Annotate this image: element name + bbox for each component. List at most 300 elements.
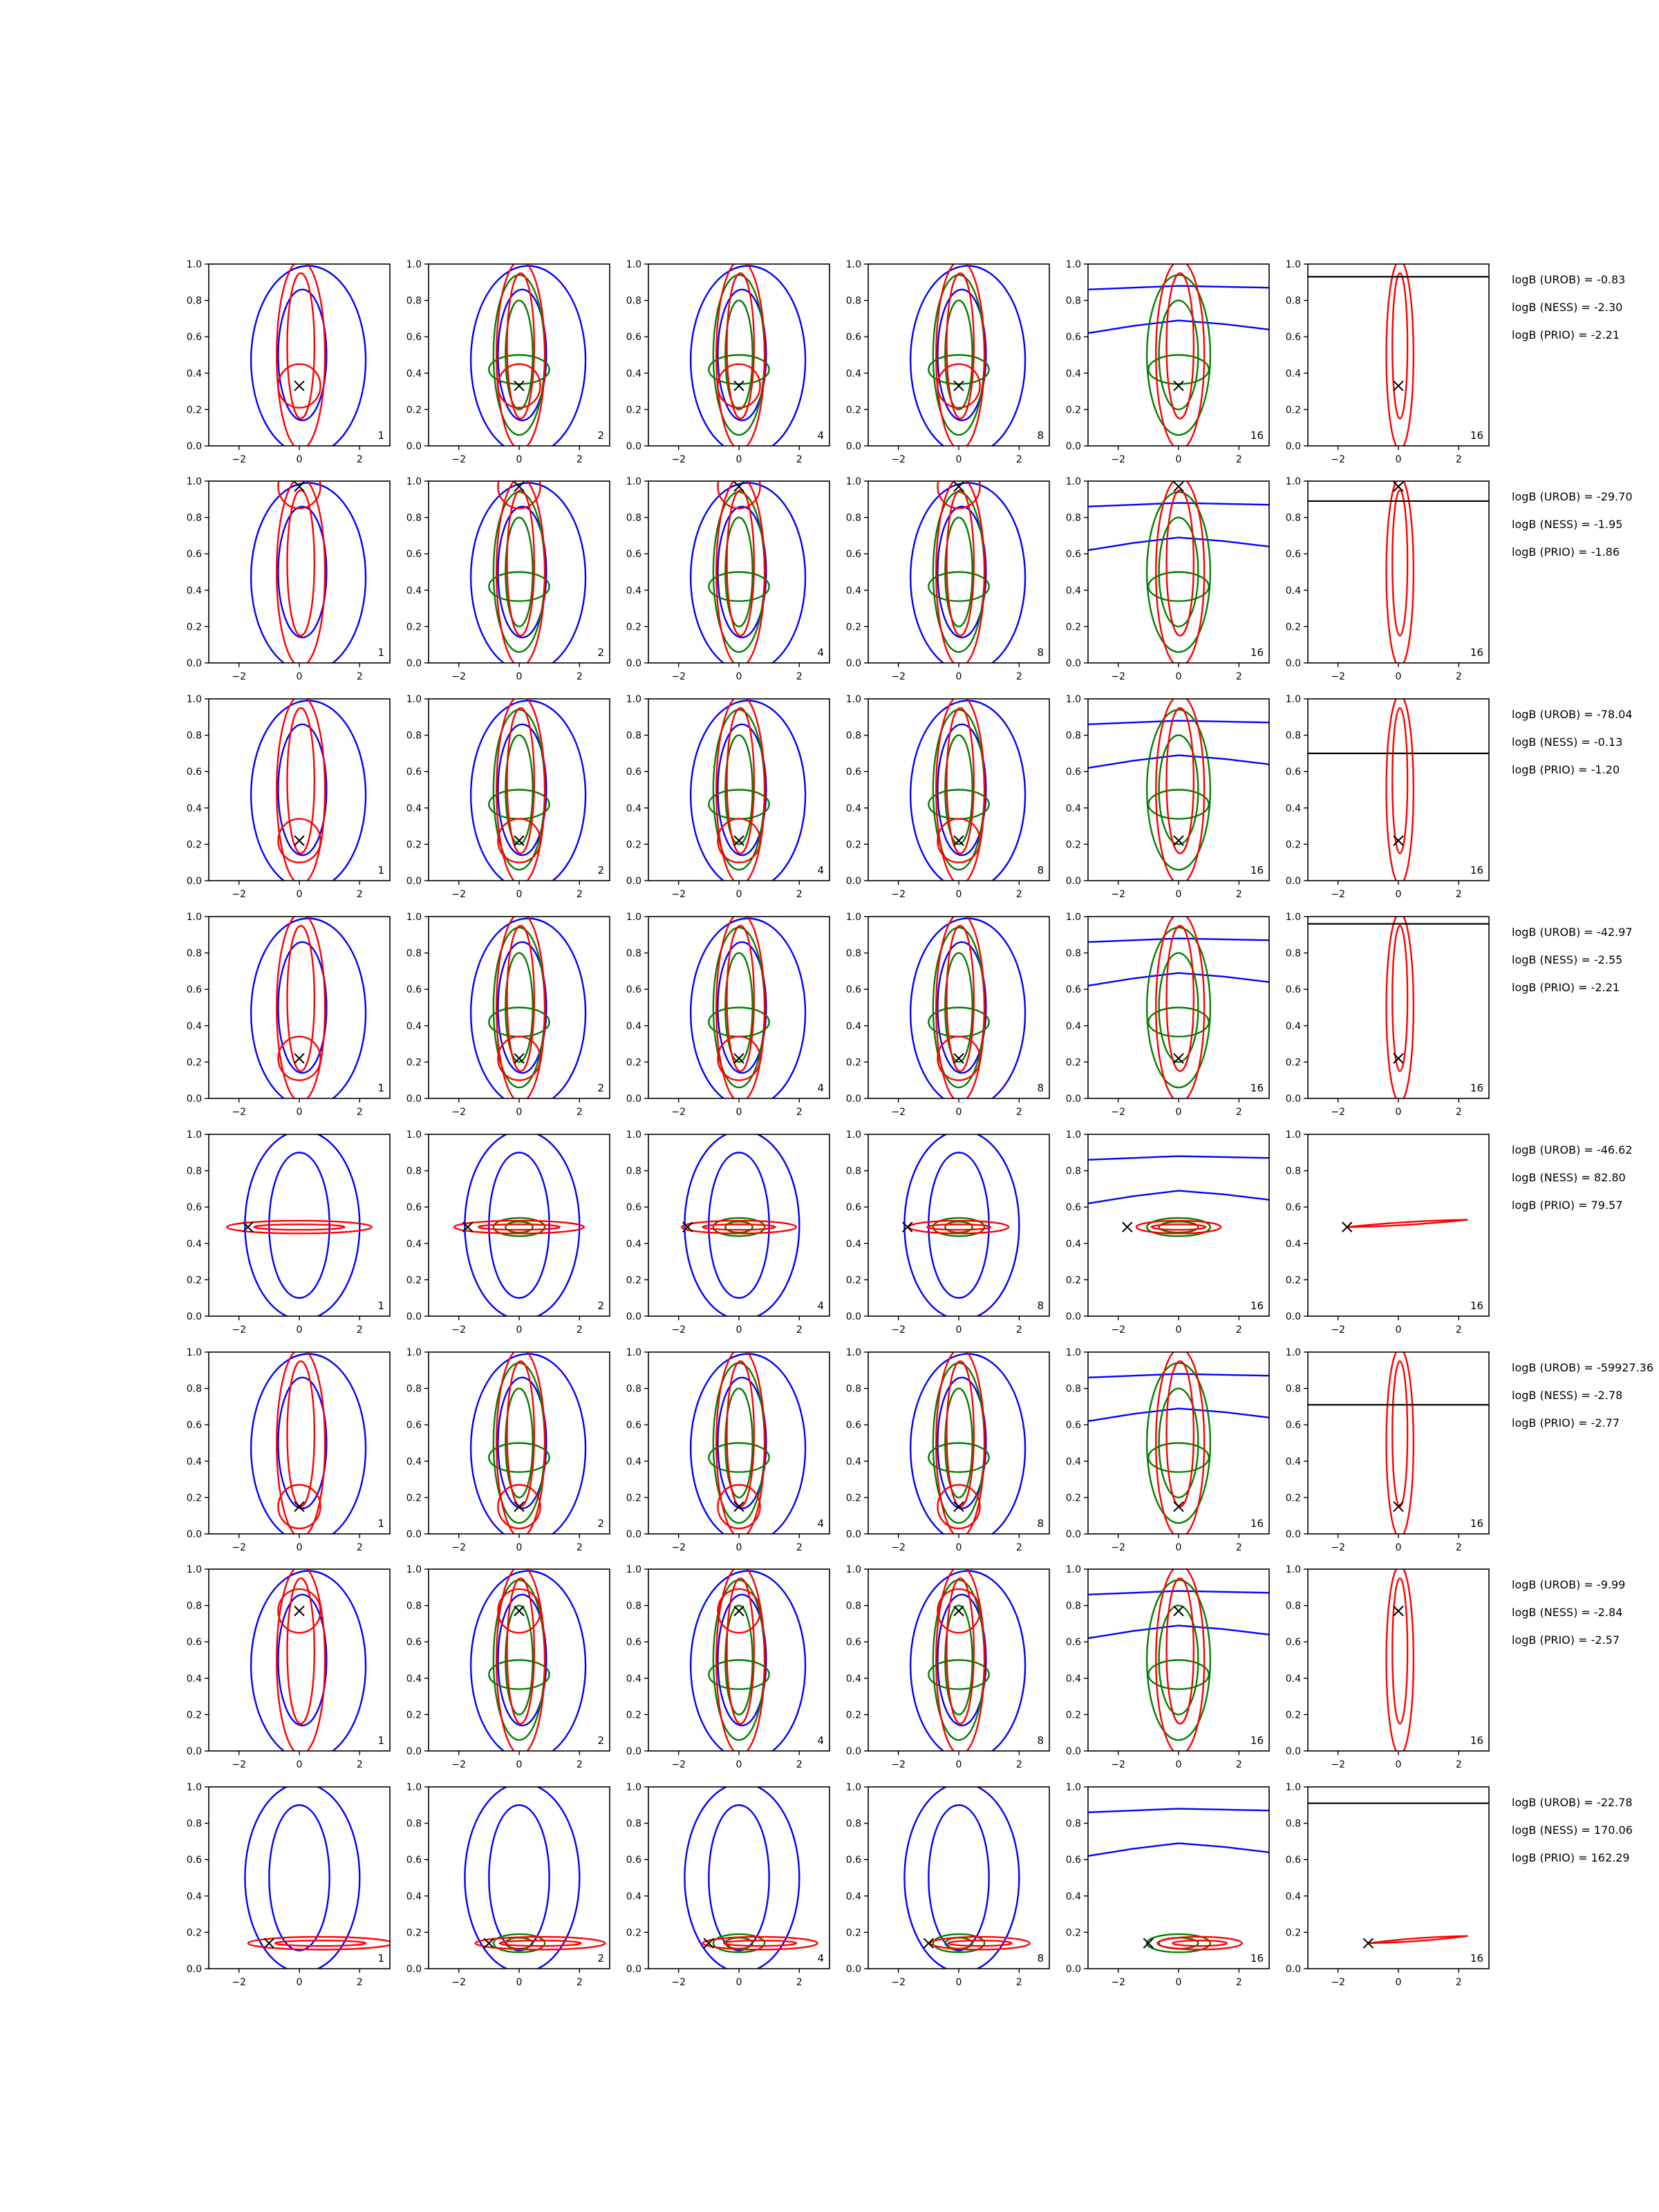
y-tick-label: 0.8 — [1065, 1818, 1081, 1830]
x-tick-label: 0 — [516, 1542, 523, 1553]
logb-annotation: logB (UROB) = -59927.36 — [1512, 1361, 1654, 1374]
y-tick-label: 0.0 — [845, 658, 861, 669]
y-tick-label: 0.8 — [845, 948, 861, 959]
y-tick-label: 0.4 — [1285, 1238, 1301, 1250]
y-tick-label: 0.6 — [186, 1637, 202, 1649]
blue-contour-inner — [278, 507, 326, 637]
red-contour-inner — [1167, 1578, 1194, 1723]
blue-contour-outer — [471, 483, 585, 673]
x-tick-label: −2 — [671, 1324, 686, 1335]
y-tick-label: 1.0 — [1285, 694, 1301, 705]
plot-area — [1347, 1220, 1468, 1228]
y-tick-label: 0.0 — [406, 876, 422, 887]
plot-area — [251, 695, 366, 890]
x-tick-label: 0 — [516, 1759, 523, 1770]
x-tick-label: −2 — [1331, 1977, 1345, 1988]
y-tick-label: 0.6 — [626, 1420, 641, 1432]
plot-area — [910, 261, 1025, 455]
x-tick-label: 0 — [1175, 1542, 1182, 1553]
blue-contour-outer — [910, 266, 1025, 456]
subplot-r2-c2 — [406, 465, 610, 682]
x-tick-label: −2 — [451, 889, 466, 900]
red-contour-outer — [276, 1349, 325, 1538]
y-tick-label: 0.2 — [406, 621, 422, 633]
blue-contour-band — [1088, 1844, 1269, 1856]
y-tick-label: 0.4 — [186, 1673, 202, 1685]
y-tick-label: 1.0 — [845, 912, 861, 923]
y-tick-label: 0.0 — [626, 1529, 641, 1540]
y-tick-label: 0.0 — [626, 1746, 641, 1757]
blue-contour-inner — [278, 290, 326, 420]
y-tick-label: 0.4 — [845, 1020, 861, 1032]
plot-area — [1088, 1349, 1269, 1538]
y-tick-label: 0.6 — [1285, 767, 1301, 778]
x-tick-label: −2 — [1111, 1977, 1125, 1988]
y-tick-label: 0.6 — [845, 767, 861, 778]
y-tick-label: 0.2 — [1065, 621, 1081, 633]
red-contour-inner — [724, 1940, 796, 1946]
red-contour-inner — [727, 1578, 754, 1723]
subplot-r4-c2 — [406, 912, 610, 1118]
x-tick-label: 2 — [1235, 1542, 1242, 1553]
plot-area — [691, 1349, 805, 1543]
y-tick-label: 0.0 — [406, 1964, 422, 1975]
plot-area — [1387, 1566, 1414, 1755]
y-tick-label: 1.0 — [845, 1347, 861, 1358]
subplot-r5-c3 — [626, 1130, 830, 1335]
red-contour-inner — [288, 273, 315, 418]
column-label: 16 — [1250, 1517, 1264, 1530]
column-label: 16 — [1470, 1300, 1483, 1312]
y-tick-label: 0.0 — [1285, 1529, 1301, 1540]
y-tick-label: 0.4 — [845, 803, 861, 814]
y-tick-label: 0.4 — [1065, 1673, 1081, 1685]
logb-annotation: logB (NESS) = -2.30 — [1512, 301, 1623, 314]
subplot-r3-c4 — [846, 694, 1049, 900]
y-tick-label: 0.2 — [1285, 404, 1301, 416]
column-label: 2 — [597, 1952, 604, 1965]
y-tick-label: 1.0 — [1285, 476, 1301, 487]
y-tick-label: 0.6 — [1285, 984, 1301, 996]
y-tick-label: 0.0 — [845, 1529, 861, 1540]
x-tick-label: 0 — [955, 1977, 962, 1988]
y-tick-label: 0.2 — [1285, 1275, 1301, 1286]
y-tick-label: 0.2 — [1065, 1275, 1081, 1286]
x-tick-label: 0 — [735, 1324, 742, 1335]
x-tick-label: −2 — [671, 1977, 686, 1988]
subplot-r5-c1 — [187, 1130, 390, 1335]
column-label: 8 — [1037, 1517, 1044, 1530]
blue-contour-band — [1088, 1626, 1269, 1638]
axes-frame — [1308, 1569, 1489, 1751]
plot-area — [910, 1349, 1025, 1543]
x-tick-label: −2 — [232, 1324, 246, 1335]
y-tick-label: 0.4 — [1285, 585, 1301, 597]
x-tick-label: −2 — [232, 1107, 246, 1118]
y-tick-label: 0.4 — [406, 585, 422, 597]
red-contour-outer — [276, 478, 325, 667]
y-tick-label: 0.6 — [1065, 767, 1081, 778]
red-contour-inner — [948, 1940, 1012, 1946]
red-contour-outer — [454, 1221, 584, 1233]
plot-area — [245, 1783, 393, 1973]
x-tick-label: 0 — [516, 1107, 523, 1118]
blue-contour-outer — [910, 701, 1025, 890]
column-label: 2 — [597, 646, 604, 659]
y-tick-label: 0.2 — [1065, 404, 1081, 416]
red-contour-inner — [727, 490, 754, 635]
y-tick-label: 1.0 — [1065, 259, 1081, 270]
x-tick-label: 0 — [296, 671, 303, 682]
y-tick-label: 0.2 — [845, 1492, 861, 1504]
x-tick-label: 2 — [1015, 454, 1022, 465]
y-tick-label: 1.0 — [626, 1782, 641, 1793]
axes-frame — [1308, 264, 1489, 446]
subplot-r7-c6 — [1286, 1564, 1489, 1770]
y-tick-label: 0.8 — [845, 295, 861, 307]
x-tick-label: 2 — [1015, 671, 1022, 682]
column-label: 4 — [817, 646, 824, 659]
y-tick-label: 0.4 — [186, 1891, 202, 1902]
blue-contour-inner — [269, 1805, 329, 1950]
logb-annotation: logB (UROB) = -22.78 — [1512, 1796, 1633, 1809]
x-tick-label: 2 — [1455, 889, 1462, 900]
x-tick-label: 2 — [356, 1977, 363, 1988]
y-tick-label: 1.0 — [1065, 694, 1081, 705]
plot-area — [904, 1783, 1029, 1973]
y-tick-label: 0.2 — [845, 1057, 861, 1069]
blue-contour-outer — [691, 1571, 805, 1761]
y-tick-label: 0.6 — [845, 1202, 861, 1214]
y-tick-label: 0.0 — [406, 1094, 422, 1105]
blue-contour-band — [1088, 503, 1269, 507]
x-tick-label: 0 — [516, 671, 523, 682]
blue-contour-inner — [278, 1378, 326, 1508]
x-tick-label: −2 — [1111, 1107, 1125, 1118]
x-tick-label: 0 — [296, 1977, 303, 1988]
green-contour-inner — [725, 1221, 752, 1232]
y-tick-label: 0.4 — [1285, 1020, 1301, 1032]
blue-contour-outer — [471, 266, 585, 456]
column-label: 4 — [817, 864, 824, 877]
subplot-r5-c2 — [406, 1130, 610, 1335]
x-tick-label: 2 — [356, 1759, 363, 1770]
blue-contour-inner — [709, 1805, 769, 1950]
y-tick-label: 0.8 — [626, 295, 641, 307]
column-label: 16 — [1470, 429, 1483, 442]
green-contour-inner — [725, 1938, 752, 1949]
red-contour-line — [1368, 1936, 1468, 1944]
y-tick-label: 0.2 — [845, 1927, 861, 1939]
blue-contour-outer — [471, 1571, 585, 1761]
x-tick-label: 2 — [1235, 1107, 1242, 1118]
column-label: 16 — [1470, 646, 1483, 659]
y-tick-label: 0.6 — [845, 549, 861, 561]
y-tick-label: 1.0 — [626, 1130, 641, 1141]
blue-contour-outer — [910, 483, 1025, 673]
blue-contour-outer — [471, 919, 585, 1108]
y-tick-label: 1.0 — [406, 694, 422, 705]
y-tick-label: 0.2 — [845, 1709, 861, 1721]
plot-area — [1088, 1156, 1269, 1237]
column-label: 16 — [1250, 646, 1264, 659]
y-tick-label: 0.4 — [1285, 1891, 1301, 1902]
y-tick-label: 1.0 — [186, 1130, 202, 1141]
subplot-r2-c3 — [626, 465, 830, 682]
x-tick-label: −2 — [1331, 1542, 1345, 1553]
column-label: 8 — [1037, 1952, 1044, 1965]
x-tick-label: −2 — [891, 1107, 906, 1118]
column-label: 16 — [1250, 1734, 1264, 1747]
y-tick-label: 0.0 — [626, 658, 641, 669]
x-tick-label: 0 — [516, 889, 523, 900]
x-tick-label: 0 — [1395, 1542, 1402, 1553]
red-contour-outer — [1387, 695, 1414, 885]
blue-contour-outer — [251, 701, 366, 890]
blue-contour-inner — [489, 1805, 549, 1950]
red-contour-inner — [288, 708, 315, 853]
blue-contour-outer — [471, 1354, 585, 1544]
subplot-r7-c2 — [406, 1564, 610, 1770]
column-label: 4 — [817, 1517, 824, 1530]
y-tick-label: 0.4 — [626, 1456, 641, 1468]
y-tick-label: 0.2 — [1065, 1927, 1081, 1939]
red-contour-inner — [947, 1578, 974, 1723]
plot-area — [471, 465, 585, 672]
true-value-marker — [294, 836, 304, 845]
y-tick-label: 0.0 — [1285, 658, 1301, 669]
y-tick-label: 1.0 — [1285, 259, 1301, 270]
true-value-marker — [294, 1053, 304, 1063]
y-tick-label: 0.4 — [626, 368, 641, 379]
y-tick-label: 0.2 — [186, 839, 202, 851]
true-value-marker — [734, 381, 744, 391]
red-contour-inner — [947, 490, 974, 635]
blue-contour-band — [1088, 1156, 1269, 1160]
y-tick-label: 0.6 — [1285, 1202, 1301, 1214]
x-tick-label: −2 — [1331, 1324, 1345, 1335]
plot-area — [251, 465, 366, 672]
plot-area — [1088, 695, 1269, 885]
x-tick-label: −2 — [1331, 671, 1345, 682]
y-tick-label: 0.0 — [626, 1094, 641, 1105]
red-contour-inner — [1172, 1940, 1227, 1946]
subplot-r5-c6 — [1286, 1130, 1489, 1335]
plot-area — [691, 913, 805, 1107]
red-contour-outer — [1157, 1937, 1241, 1949]
column-label: 16 — [1250, 864, 1264, 877]
y-tick-label: 0.8 — [845, 1600, 861, 1612]
blue-contour-band — [1088, 286, 1269, 290]
red-contour-outer — [909, 1221, 1009, 1233]
y-tick-label: 0.8 — [186, 1818, 202, 1830]
logb-annotation: logB (PRIO) = 162.29 — [1512, 1851, 1630, 1864]
y-tick-label: 0.2 — [626, 1275, 641, 1286]
y-tick-label: 0.4 — [626, 1673, 641, 1685]
y-tick-label: 0.2 — [186, 1709, 202, 1721]
y-tick-label: 0.8 — [406, 1600, 422, 1612]
column-label: 8 — [1037, 1082, 1044, 1094]
y-tick-label: 0.0 — [845, 1746, 861, 1757]
y-tick-label: 0.4 — [406, 368, 422, 379]
plot-area — [227, 1131, 372, 1320]
column-label: 16 — [1250, 1300, 1264, 1312]
x-tick-label: 0 — [735, 1542, 742, 1553]
plot-area — [682, 1131, 799, 1320]
y-tick-label: 0.2 — [845, 621, 861, 633]
plot-area — [1088, 913, 1269, 1103]
y-tick-label: 0.0 — [406, 1311, 422, 1322]
subplot-r8-c1 — [187, 1782, 393, 1988]
column-label: 1 — [377, 1952, 384, 1965]
plot-area — [454, 1131, 584, 1320]
red-contour-inner — [727, 273, 754, 418]
axes-frame — [1088, 1134, 1269, 1316]
plot-area — [1308, 478, 1489, 667]
y-tick-label: 0.4 — [186, 1456, 202, 1468]
x-tick-label: 0 — [296, 1107, 303, 1118]
y-tick-label: 0.6 — [406, 332, 422, 344]
logb-annotation: logB (UROB) = -42.97 — [1512, 926, 1633, 939]
y-tick-label: 0.4 — [626, 585, 641, 597]
y-tick-label: 0.0 — [1065, 658, 1081, 669]
subplot-r2-c6 — [1286, 476, 1489, 682]
x-tick-label: 2 — [1015, 889, 1022, 900]
x-tick-label: 0 — [1175, 671, 1182, 682]
y-tick-label: 1.0 — [1285, 1564, 1301, 1575]
y-tick-label: 0.8 — [845, 730, 861, 742]
y-tick-label: 1.0 — [1065, 1347, 1081, 1358]
y-tick-label: 0.2 — [186, 404, 202, 416]
column-label: 2 — [597, 429, 604, 442]
y-tick-label: 0.8 — [845, 1818, 861, 1830]
logb-annotation: logB (NESS) = 82.80 — [1512, 1171, 1626, 1184]
x-tick-label: −2 — [891, 889, 906, 900]
subplot-r1-c6 — [1286, 259, 1489, 465]
y-tick-label: 0.4 — [1065, 585, 1081, 597]
subplot-r5-c5 — [1066, 1130, 1269, 1335]
red-contour-outer — [1387, 1349, 1414, 1538]
y-tick-label: 0.6 — [406, 1855, 422, 1866]
blue-contour-band — [1088, 1191, 1269, 1203]
y-tick-label: 0.2 — [1065, 839, 1081, 851]
axes-frame — [1308, 917, 1489, 1098]
true-value-marker — [1123, 1222, 1132, 1232]
plot-area — [471, 1566, 585, 1760]
red-contour-outer — [1387, 913, 1414, 1103]
column-label: 16 — [1250, 1952, 1264, 1965]
x-tick-label: −2 — [451, 1324, 466, 1335]
y-tick-label: 0.0 — [186, 876, 202, 887]
subplot-r8-c6 — [1286, 1782, 1489, 1988]
y-tick-label: 0.0 — [1285, 876, 1301, 887]
x-tick-label: 2 — [576, 454, 583, 465]
y-tick-label: 0.6 — [1285, 1637, 1301, 1649]
x-tick-label: 0 — [735, 1759, 742, 1770]
y-tick-label: 0.8 — [406, 1818, 422, 1830]
y-tick-label: 0.6 — [406, 767, 422, 778]
column-label: 4 — [817, 1082, 824, 1094]
x-tick-label: 0 — [1395, 1324, 1402, 1335]
subplot-r6-c6 — [1286, 1347, 1489, 1553]
y-tick-label: 0.6 — [1285, 332, 1301, 344]
subplot-r6-c2 — [406, 1347, 610, 1553]
subplot-r8-c2 — [406, 1782, 610, 1988]
column-label: 4 — [817, 429, 824, 442]
red-contour-inner — [478, 1224, 560, 1230]
plot-area — [1088, 261, 1269, 450]
column-label: 16 — [1470, 1082, 1483, 1094]
y-tick-label: 0.8 — [1285, 1383, 1301, 1395]
x-tick-label: 2 — [1015, 1542, 1022, 1553]
y-tick-label: 0.2 — [845, 839, 861, 851]
y-tick-label: 0.4 — [1065, 1891, 1081, 1902]
plot-area — [910, 695, 1025, 890]
x-tick-label: −2 — [232, 671, 246, 682]
y-tick-label: 0.2 — [1285, 839, 1301, 851]
x-tick-label: −2 — [451, 1542, 466, 1553]
logb-annotation: logB (NESS) = -0.13 — [1512, 735, 1623, 749]
y-tick-label: 1.0 — [186, 476, 202, 487]
red-contour-inner — [927, 1224, 991, 1230]
y-tick-label: 0.8 — [186, 1600, 202, 1612]
y-tick-label: 0.2 — [626, 621, 641, 633]
y-tick-label: 1.0 — [406, 1347, 422, 1358]
true-value-marker — [1394, 482, 1403, 491]
x-tick-label: −2 — [891, 1977, 906, 1988]
plot-area — [471, 695, 585, 890]
y-tick-label: 1.0 — [845, 1130, 861, 1141]
red-contour-outer — [276, 1566, 325, 1755]
x-tick-label: 0 — [296, 1759, 303, 1770]
red-contour-inner — [727, 708, 754, 853]
y-tick-label: 0.8 — [1065, 1383, 1081, 1395]
column-label: 8 — [1037, 429, 1044, 442]
y-tick-label: 1.0 — [406, 1130, 422, 1141]
y-tick-label: 0.8 — [626, 1383, 641, 1395]
column-label: 1 — [377, 1082, 384, 1094]
red-contour-outer — [682, 1221, 796, 1233]
x-tick-label: 0 — [516, 1324, 523, 1335]
y-tick-label: 0.8 — [406, 1383, 422, 1395]
column-label: 16 — [1250, 429, 1264, 442]
x-tick-label: −2 — [671, 1759, 686, 1770]
y-tick-label: 0.4 — [1065, 368, 1081, 379]
y-tick-label: 0.8 — [406, 948, 422, 959]
y-tick-label: 0.8 — [1285, 948, 1301, 959]
y-tick-label: 1.0 — [406, 1564, 422, 1575]
x-tick-label: 0 — [296, 454, 303, 465]
y-tick-label: 0.4 — [1065, 803, 1081, 814]
x-tick-label: 0 — [1175, 889, 1182, 900]
x-tick-label: 0 — [955, 889, 962, 900]
y-tick-label: 0.0 — [186, 1529, 202, 1540]
y-tick-label: 0.6 — [845, 984, 861, 996]
y-tick-label: 0.4 — [845, 1456, 861, 1468]
y-tick-label: 0.6 — [845, 1420, 861, 1432]
x-tick-label: 0 — [516, 454, 523, 465]
x-tick-label: −2 — [1111, 1324, 1125, 1335]
y-tick-label: 0.8 — [406, 1165, 422, 1177]
column-label: 1 — [377, 864, 384, 877]
y-tick-label: 0.2 — [406, 839, 422, 851]
x-tick-label: −2 — [1331, 889, 1345, 900]
y-tick-label: 0.4 — [186, 803, 202, 814]
blue-contour-band — [1088, 321, 1269, 333]
y-tick-label: 0.6 — [186, 767, 202, 778]
red-contour-inner — [288, 490, 315, 635]
plot-area — [691, 465, 805, 672]
